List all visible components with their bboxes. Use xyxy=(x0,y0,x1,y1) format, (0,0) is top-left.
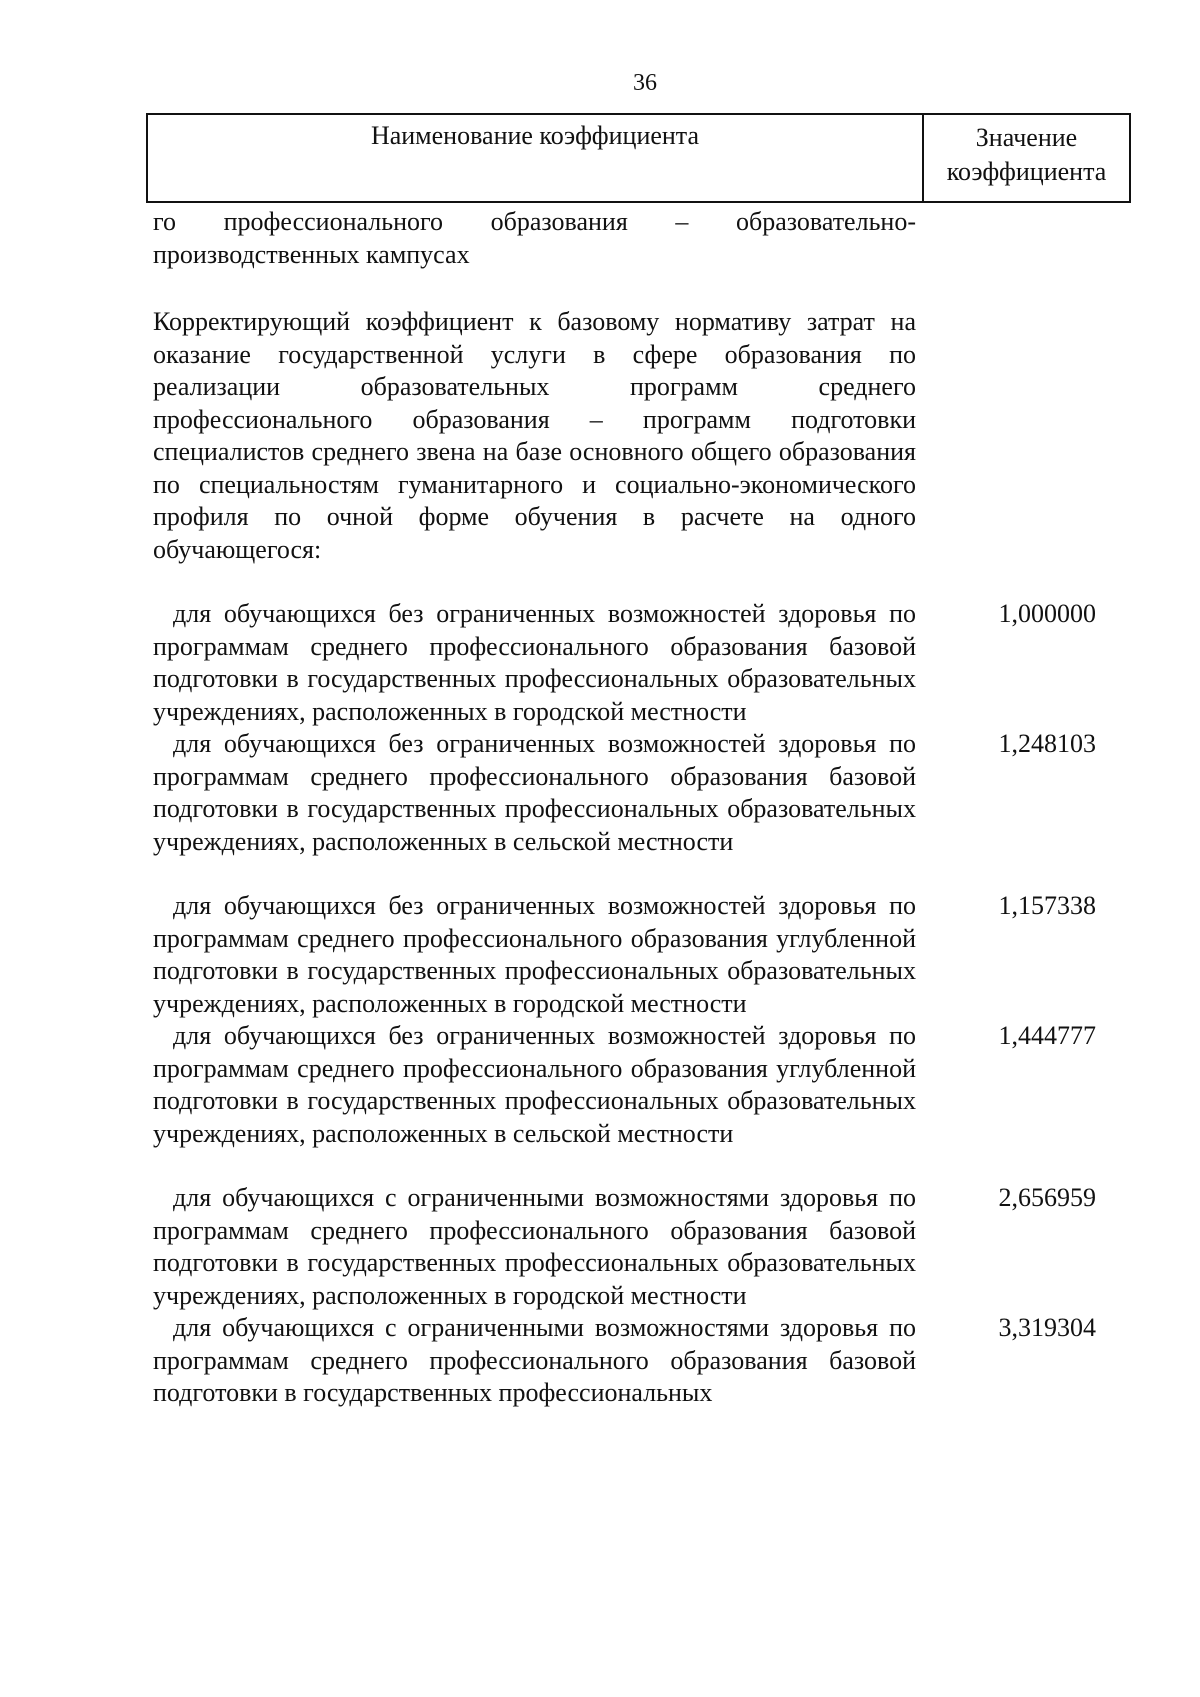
header-value-line1: Значение xyxy=(975,123,1078,152)
table-row xyxy=(153,1182,1133,1312)
coefficient-value: 2,656959 xyxy=(998,1183,1096,1212)
continuation-row xyxy=(153,206,1133,271)
coefficient-description: для обучающихся без ограниченных возможностей здоровья по программам среднего профессионального образования углубленной подготовки в государственных профессиональных образовательных учреждениях, расположенных в сельской местности xyxy=(153,1021,916,1148)
table-header xyxy=(146,113,1131,203)
section-title: Корректирующий коэффициент к базовому нормативу затрат на оказание государственной услуги в сфере образования по реализации образовательных программ среднего профессионального образования – программ подготовки специалистов среднего звена на базе основного общего образования по специальностям гуманитарного и социально-экономического профиля по очной форме обучения в расчете на одного обучающегося: xyxy=(153,307,916,564)
continuation-text xyxy=(153,206,916,271)
coefficient-description: для обучающихся без ограниченных возможностей здоровья по программам среднего профессионального образования углубленной подготовки в государственных профессиональных образовательных учреждениях, расположенных в городской местности xyxy=(153,891,916,1018)
continuation-line2: производственных кампусах xyxy=(153,239,470,269)
coefficient-value: 3,319304 xyxy=(998,1313,1096,1342)
table-row xyxy=(153,728,1133,858)
coefficient-value: 1,000000 xyxy=(998,599,1096,628)
continuation-line1: го профессионального образования – образовательно- xyxy=(153,207,916,236)
table-row xyxy=(153,1020,1133,1150)
header-value-line2: коэффициента xyxy=(946,157,1107,186)
header-name-column: Наименование коэффициента xyxy=(148,115,924,201)
coefficient-description: для обучающихся без ограниченных возможностей здоровья по программам среднего профессионального образования базовой подготовки в государственных профессиональных образовательных учреждениях, расположенных в сельской местности xyxy=(153,729,916,856)
table-body xyxy=(153,206,1133,1410)
coefficient-value: 1,248103 xyxy=(998,729,1096,758)
page-number: 36 xyxy=(633,70,657,96)
header-value-column xyxy=(924,115,1129,201)
table-row xyxy=(153,1312,1133,1410)
section-title-row xyxy=(153,306,1133,566)
table-row xyxy=(153,890,1133,1020)
coefficient-description: для обучающихся с ограниченными возможностями здоровья по программам среднего профессионального образования базовой подготовки в государственных профессиональных образовательных учреждениях, расположенных в городской местности xyxy=(153,1183,916,1310)
coefficient-description: для обучающихся без ограниченных возможностей здоровья по программам среднего профессионального образования базовой подготовки в государственных профессиональных образовательных учреждениях, расположенных в городской местности xyxy=(153,599,916,726)
coefficient-value: 1,444777 xyxy=(998,1021,1096,1050)
table-row xyxy=(153,598,1133,728)
coefficient-value: 1,157338 xyxy=(998,891,1096,920)
coefficient-description: для обучающихся с ограниченными возможностями здоровья по программам среднего профессионального образования базовой подготовки в государственных профессиональных xyxy=(153,1313,916,1407)
